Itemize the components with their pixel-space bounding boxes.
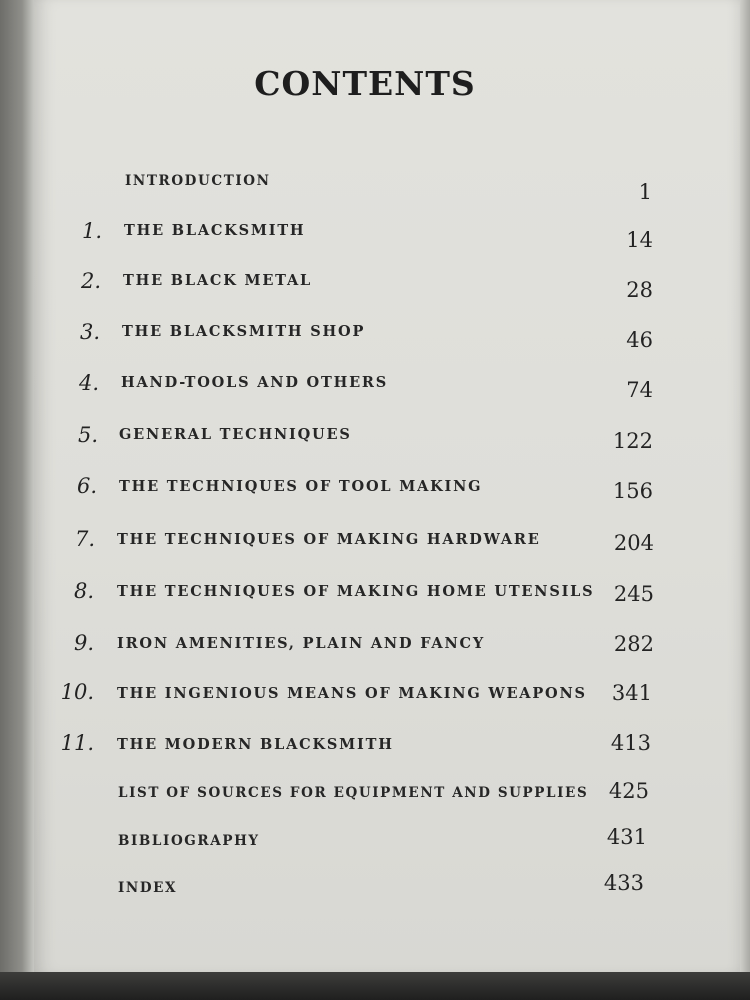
chapter-number: 6. xyxy=(76,474,97,498)
chapter-number: 11. xyxy=(60,731,94,755)
toc-entry-list-of-sources xyxy=(0,781,750,821)
chapter-number: 9. xyxy=(73,631,94,655)
chapter-number: 1. xyxy=(81,219,102,243)
chapter-number: 4. xyxy=(78,371,99,395)
toc-entry-introduction xyxy=(0,170,750,210)
page-number: 341 xyxy=(611,681,652,705)
toc-entry-chapter-1 xyxy=(0,219,750,259)
chapter-title: BIBLIOGRAPHY xyxy=(118,833,260,849)
page-number: 425 xyxy=(608,779,649,803)
chapter-title: HAND-TOOLS AND OTHERS xyxy=(121,374,389,391)
background-surface xyxy=(0,972,750,1000)
page-number: 156 xyxy=(612,479,653,503)
chapter-title: IRON AMENITIES, PLAIN AND FANCY xyxy=(117,635,486,652)
toc-entry-bibliography xyxy=(0,825,750,869)
chapter-title: THE MODERN BLACKSMITH xyxy=(117,736,394,753)
chapter-title: LIST OF SOURCES FOR EQUIPMENT AND SUPPLIES xyxy=(118,785,589,801)
page-number: 204 xyxy=(613,531,654,555)
page-number: 28 xyxy=(626,278,653,302)
page-number: 1 xyxy=(638,180,652,204)
toc-entry-chapter-7 xyxy=(0,527,750,567)
chapter-title: THE TECHNIQUES OF MAKING HOME UTENSILS xyxy=(117,583,595,600)
toc-entry-chapter-10 xyxy=(0,680,750,720)
chapter-number: 10. xyxy=(60,680,94,704)
chapter-number: 8. xyxy=(73,579,94,603)
chapter-title: GENERAL TECHNIQUES xyxy=(119,426,352,443)
page-number: 14 xyxy=(626,228,653,252)
page-number: 433 xyxy=(603,871,644,895)
chapter-number: 2. xyxy=(80,269,101,293)
toc-entry-chapter-8 xyxy=(0,579,750,619)
page-number: 245 xyxy=(613,582,654,606)
page-number: 282 xyxy=(613,632,654,656)
chapter-title: INTRODUCTION xyxy=(125,173,271,189)
chapter-title: THE BLACK METAL xyxy=(123,272,313,289)
page-number: 431 xyxy=(606,825,647,849)
toc-entry-chapter-6 xyxy=(0,474,750,514)
chapter-title: THE TECHNIQUES OF TOOL MAKING xyxy=(119,478,483,495)
page-number: 122 xyxy=(612,429,653,453)
page-number: 74 xyxy=(626,378,653,402)
chapter-title: THE BLACKSMITH SHOP xyxy=(122,323,366,340)
page-title: CONTENTS xyxy=(254,64,476,103)
chapter-number: 3. xyxy=(79,320,100,344)
toc-entry-chapter-2 xyxy=(0,269,750,309)
chapter-number: 5. xyxy=(77,423,98,447)
page-number: 46 xyxy=(626,328,653,352)
toc-entry-chapter-3 xyxy=(0,320,750,360)
chapter-title: THE BLACKSMITH xyxy=(124,222,306,239)
chapter-title: THE INGENIOUS MEANS OF MAKING WEAPONS xyxy=(117,685,587,702)
toc-entry-chapter-5 xyxy=(0,423,750,463)
page-number: 413 xyxy=(610,731,651,755)
toc-entry-chapter-11 xyxy=(0,731,750,771)
chapter-number: 7. xyxy=(74,527,95,551)
toc-entry-chapter-9 xyxy=(0,631,750,671)
chapter-title: THE TECHNIQUES OF MAKING HARDWARE xyxy=(117,531,541,548)
chapter-title: INDEX xyxy=(118,880,178,896)
toc-entry-index xyxy=(0,871,750,916)
toc-entry-chapter-4 xyxy=(0,371,750,411)
